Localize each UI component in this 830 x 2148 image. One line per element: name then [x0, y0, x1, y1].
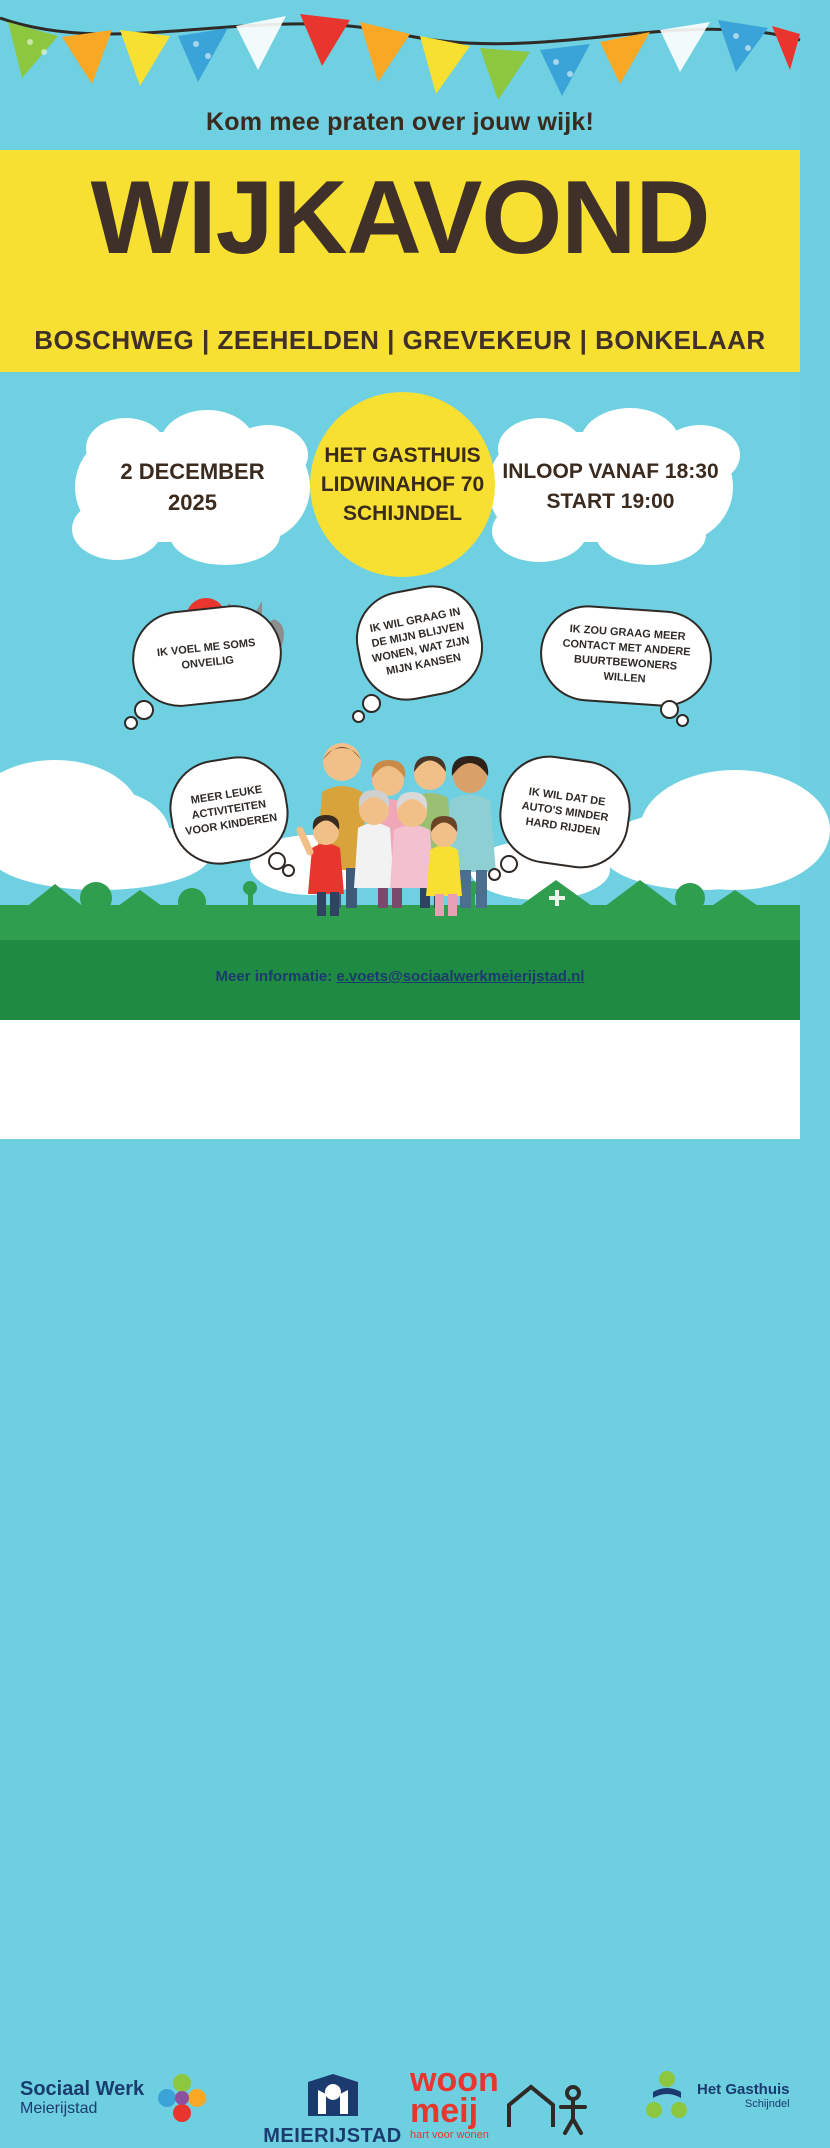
info-location [310, 392, 495, 577]
family-illustration [290, 700, 520, 925]
meierijstad-mark-icon [302, 2070, 364, 2120]
speech-bubble-1: IK VOEL ME SOMS ONVEILIG [127, 600, 286, 711]
bunting-decoration [0, 0, 800, 120]
more-info-label: Meer informatie: [215, 968, 337, 985]
info-time [488, 432, 733, 542]
house-person-icon [503, 2079, 599, 2145]
gasthuis-mark-icon [645, 2070, 689, 2120]
logo-woonmeij-line1: woon [410, 2061, 499, 2099]
logos [0, 1030, 800, 2147]
info-location-line1: HET GASTHUIS [324, 444, 481, 467]
page-title: WIJKAVOND [90, 160, 710, 276]
page-subtitle: BOSCHWEG | ZEEHELDEN | GREVEKEUR | BONKELAAR [34, 325, 766, 355]
info-date-line2: 2025 [168, 490, 217, 515]
info-time-line2: START 19:00 [546, 490, 675, 513]
logo-sociaal-werk-line2: Meierijstad [20, 2100, 98, 2117]
logo-het-gasthuis-line2: Schijndel [744, 2097, 790, 2110]
speech-bubble-5: IK WIL DAT DE AUTO'S MINDER HARD RIJDEN [493, 749, 637, 874]
pinwheel-icon [154, 2070, 210, 2126]
logo-sociaal-werk [20, 2070, 235, 2126]
logo-het-gasthuis-line1: Het Gasthuis [697, 2080, 790, 2098]
logo-woonmeij-line2: meij [410, 2092, 479, 2130]
contact-email[interactable]: e.voets@sociaalwerkmeierijstad.nl [336, 968, 585, 985]
info-time-line1: INLOOP VANAF 18:30 [502, 460, 719, 483]
speech-bubble-2: IK WIL GRAAG IN DE MIJN BLIJVEN WONEN, WAT ZIJN MIJN KANSEN [348, 577, 492, 709]
logo-meierijstad-label: MEIERIJSTAD [263, 2125, 402, 2147]
logo-meierijstad [250, 2070, 415, 2148]
info-date-line1: 2 DECEMBER [120, 459, 265, 484]
more-info-line [0, 968, 800, 985]
info-location-line2: LIDWINAHOF 70 [320, 473, 485, 496]
info-location-line3: SCHIJNDEL [342, 502, 463, 525]
logo-sociaal-werk-line1: Sociaal Werk [20, 2078, 145, 2100]
logo-woonmeij [410, 2061, 640, 2145]
logo-woonmeij-tagline: hart voor wonen [410, 2129, 489, 2141]
speech-bubble-3: IK ZOU GRAAG MEER CONTACT MET ANDERE BUURTBEWONERS WILLEN [537, 602, 715, 710]
speech-bubble-4: MEER LEUKE ACTIVITEITEN VOOR KINDEREN [163, 749, 296, 871]
page-tagline: Kom mee praten over jouw wijk! [205, 108, 595, 136]
logo-het-gasthuis [645, 2070, 795, 2120]
info-date [75, 432, 310, 542]
